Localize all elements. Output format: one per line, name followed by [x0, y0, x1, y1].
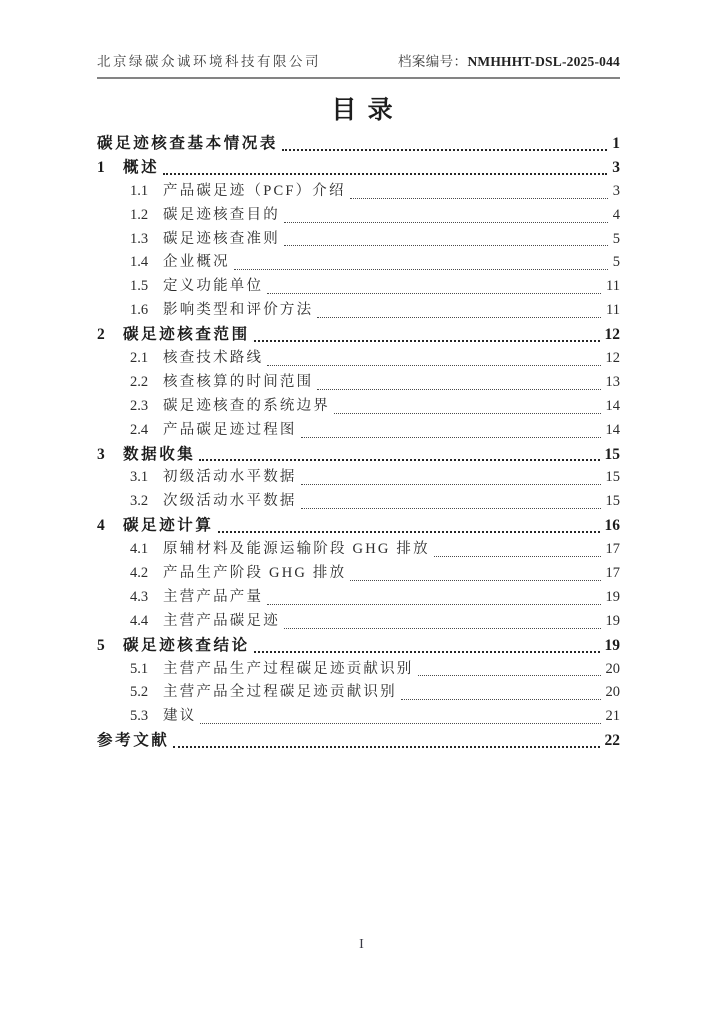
dotted-leader: [200, 723, 600, 724]
dotted-leader: [254, 340, 600, 342]
toc-entry-label: 碳足迹核查范围: [123, 326, 250, 344]
toc-entry: [97, 490, 620, 514]
toc-entry: [97, 419, 620, 443]
toc-entry: [97, 228, 620, 252]
toc-entry-number: 3: [97, 445, 105, 463]
toc-entry-page: 12: [605, 350, 620, 367]
toc-entry-label: 核查技术路线: [163, 350, 264, 367]
toc-entry-page: 12: [604, 326, 620, 344]
toc-entry-number: 4.4: [130, 612, 149, 629]
toc-entry-number: 1.2: [130, 206, 149, 223]
toc-entry-page: 17: [605, 565, 620, 582]
dotted-leader: [234, 269, 608, 270]
toc-entry: [97, 132, 620, 156]
toc-entry-number: 1.3: [130, 230, 149, 247]
dotted-leader: [254, 651, 600, 653]
dotted-leader: [267, 604, 600, 605]
toc-entry-page: 11: [606, 302, 620, 319]
toc-entry-page: 22: [604, 732, 620, 750]
toc-entry-number: 1.4: [130, 254, 149, 271]
toc-entry-label: 核查核算的时间范围: [163, 373, 314, 390]
toc-entry: [97, 681, 620, 705]
toc-entry-number: 5.1: [130, 660, 149, 677]
dotted-leader: [284, 245, 608, 246]
toc-entry: [97, 658, 620, 682]
toc-entry: [97, 729, 620, 753]
dotted-leader: [163, 173, 607, 175]
toc-entry-label: 原辅材料及能源运输阶段 GHG 排放: [163, 541, 430, 558]
toc-entry: [97, 562, 620, 586]
toc-entry-page: 16: [604, 517, 620, 535]
toc-entry-number: 2.3: [130, 397, 149, 414]
dotted-leader: [199, 459, 599, 461]
footer-page-number: I: [359, 937, 365, 952]
toc-entry-page: 15: [604, 445, 620, 463]
toc-entry-label: 参考文献: [97, 732, 170, 750]
toc-entry-number: 1.5: [130, 278, 149, 295]
toc-entry-page: 4: [612, 206, 620, 223]
file-number-label: 档案编号：: [397, 54, 468, 69]
dotted-leader: [282, 149, 607, 151]
dotted-leader: [317, 389, 600, 390]
toc-entry-number: 5.2: [130, 684, 149, 701]
toc-entry: [97, 204, 620, 228]
toc-entry-page: 17: [605, 541, 620, 558]
dotted-leader: [350, 198, 608, 199]
toc-entry-number: 1.1: [130, 182, 149, 199]
toc-entry: [97, 323, 620, 347]
toc-entry-label: 次级活动水平数据: [163, 493, 297, 510]
toc-entry-page: 14: [605, 397, 620, 414]
toc-entry-page: 20: [605, 660, 620, 677]
dotted-leader: [434, 556, 601, 557]
dotted-leader: [334, 413, 601, 414]
toc-entry-number: 4: [97, 517, 105, 535]
toc-entry-number: 3.2: [130, 493, 149, 510]
toc-entry-page: 19: [605, 612, 620, 629]
toc-entry-page: 11: [606, 278, 620, 295]
toc-entry-number: 4.3: [130, 588, 149, 605]
toc-entry-page: 5: [612, 254, 620, 271]
toc-entry: [97, 299, 620, 323]
file-number: [398, 50, 620, 70]
toc-entry: [97, 395, 620, 419]
toc-entry: [97, 180, 620, 204]
toc-entry-number: 1: [97, 158, 105, 176]
dotted-leader: [317, 317, 601, 318]
toc-entry-number: 2.4: [130, 421, 149, 438]
toc-entry: [97, 705, 620, 729]
toc-entry: [97, 466, 620, 490]
toc-entry: [97, 251, 620, 275]
toc-entry-label: 碳足迹核查基本情况表: [97, 135, 279, 152]
dotted-leader: [173, 746, 599, 748]
toc-entry-number: 2.2: [130, 373, 149, 390]
dotted-leader: [301, 508, 601, 509]
toc-entry: [97, 586, 620, 610]
company-name: 北京绿碳众诚环境科技有限公司: [97, 54, 321, 69]
dotted-leader: [301, 484, 601, 485]
toc-entry: [97, 634, 620, 658]
toc-entry-number: 4.1: [130, 541, 149, 558]
toc-entry-page: 3: [612, 182, 620, 199]
toc-entry-number: 2.1: [130, 350, 149, 367]
toc-entry-label: 数据收集: [123, 445, 196, 463]
toc-entry-page: 14: [605, 421, 620, 438]
toc-entry-label: 初级活动水平数据: [163, 469, 297, 486]
toc-entry-page: 21: [605, 708, 620, 725]
toc-entry-label: 主营产品碳足迹: [163, 612, 280, 629]
toc-entry-label: 碳足迹核查结论: [123, 636, 250, 654]
toc-entry-page: 3: [612, 158, 620, 176]
dotted-leader: [284, 222, 608, 223]
toc-entry-label: 产品碳足迹过程图: [163, 421, 297, 438]
toc-entry-label: 主营产品生产过程碳足迹贡献识别: [163, 660, 414, 677]
toc-entry: [97, 538, 620, 562]
toc-entry-label: 碳足迹核查的系统边界: [163, 397, 330, 414]
dotted-leader: [418, 675, 601, 676]
toc-entry-label: 企业概况: [163, 254, 230, 271]
toc-entry-page: 15: [605, 469, 620, 486]
file-number-value: NMHHHT-DSL-2025-044: [467, 54, 620, 69]
toc-entry-label: 产品生产阶段 GHG 排放: [163, 565, 347, 582]
toc-entry-page: 19: [605, 588, 620, 605]
dotted-leader: [267, 293, 601, 294]
toc-entry-label: 产品碳足迹（PCF）介绍: [163, 182, 346, 199]
toc-entry-number: 2: [97, 326, 105, 344]
dotted-leader: [267, 365, 600, 366]
toc-entry-label: 主营产品全过程碳足迹贡献识别: [163, 684, 397, 701]
toc-entry-page: 19: [604, 636, 620, 654]
toc-entry: [97, 275, 620, 299]
toc-entry: [97, 443, 620, 467]
toc-entry-label: 定义功能单位: [163, 278, 264, 295]
toc-entry-page: 1: [612, 135, 620, 152]
toc-entry-label: 主营产品产量: [163, 588, 264, 605]
toc-entry-label: 碳足迹核查目的: [163, 206, 280, 223]
toc-list: [97, 132, 620, 753]
dotted-leader: [284, 628, 601, 629]
toc-entry-number: 5.3: [130, 708, 149, 725]
toc-entry: [97, 156, 620, 180]
toc-entry: [97, 347, 620, 371]
dotted-leader: [301, 437, 601, 438]
toc-entry: [97, 371, 620, 395]
toc-entry-number: 5: [97, 636, 105, 654]
toc-entry-page: 5: [612, 230, 620, 247]
toc-entry-label: 建议: [163, 708, 197, 725]
toc-entry-number: 1.6: [130, 302, 149, 319]
dotted-leader: [401, 699, 601, 700]
toc-entry-label: 概述: [123, 158, 160, 176]
toc-entry: [97, 514, 620, 538]
toc-entry-page: 20: [605, 684, 620, 701]
toc-entry-number: 4.2: [130, 565, 149, 582]
toc-entry-page: 15: [605, 493, 620, 510]
toc-entry-label: 影响类型和评价方法: [163, 302, 314, 319]
dotted-leader: [218, 531, 600, 533]
toc-entry-number: 3.1: [130, 469, 149, 486]
toc-entry-page: 13: [605, 373, 620, 390]
page-header: [97, 50, 620, 79]
toc-entry: [97, 610, 620, 634]
dotted-leader: [350, 580, 600, 581]
toc-entry-label: 碳足迹计算: [123, 517, 214, 535]
page-title: 目录: [331, 97, 404, 124]
toc-entry-label: 碳足迹核查准则: [163, 230, 280, 247]
